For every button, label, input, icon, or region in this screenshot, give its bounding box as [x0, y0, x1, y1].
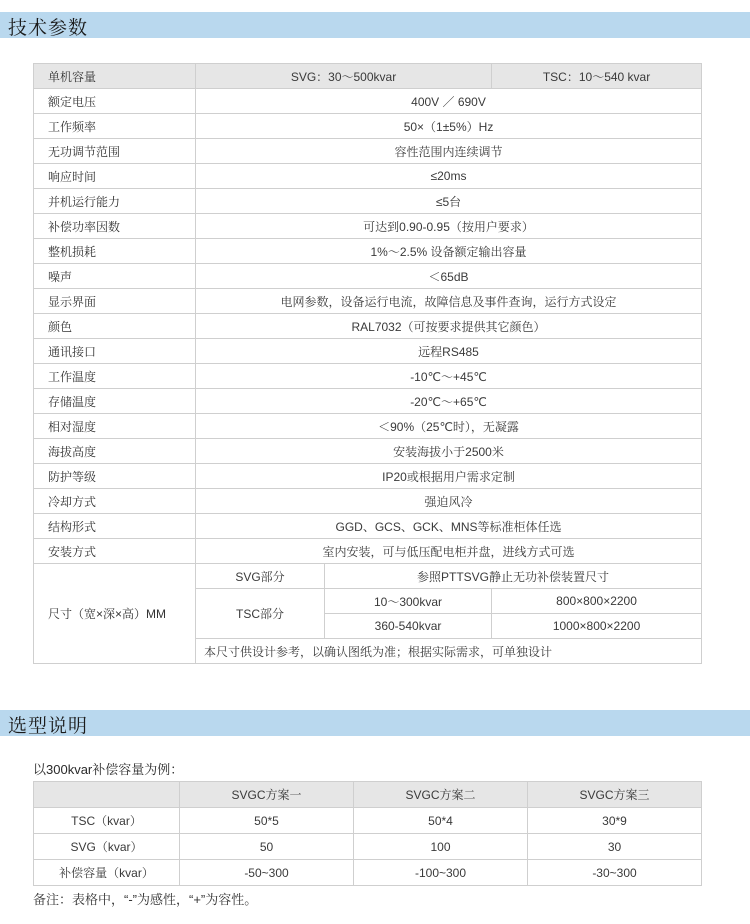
spec-value: RAL7032（可按要求提供其它颜色） [196, 314, 702, 339]
spec-value: 电网参数，设备运行电流，故障信息及事件查询，运行方式设定 [196, 289, 702, 314]
tsc-range: 10～300kvar [325, 589, 492, 614]
tsc-dims: 800×800×2200 [492, 589, 702, 614]
spec-row [34, 214, 702, 239]
tsc-part-label: TSC部分 [196, 589, 325, 639]
spec-label: 结构形式 [34, 514, 196, 539]
section-header-selection [0, 710, 750, 736]
size-svg-row [34, 564, 702, 589]
table-row [34, 834, 702, 860]
selection-header-row [34, 782, 702, 808]
spec-label: 额定电压 [34, 89, 196, 114]
table-cell: 50*4 [354, 808, 528, 834]
svg-part-value: 参照PTTSVG静止无功补偿装置尺寸 [325, 564, 702, 589]
spec-row [34, 164, 702, 189]
spec-label: 整机损耗 [34, 239, 196, 264]
section-header-tech-params [0, 12, 750, 38]
spec-label: 存储温度 [34, 389, 196, 414]
table-cell: -100~300 [354, 860, 528, 886]
header-cell: SVGC方案三 [528, 782, 702, 808]
table-cell: -30~300 [528, 860, 702, 886]
table-row [34, 808, 702, 834]
table-cell: 30 [528, 834, 702, 860]
capacity-label: 单机容量 [34, 64, 196, 89]
spec-row [34, 189, 702, 214]
spec-value: ＜65dB [196, 264, 702, 289]
spec-table [33, 63, 702, 664]
table-cell: 50*5 [180, 808, 354, 834]
spec-row [34, 139, 702, 164]
spec-value: 安装海拔小于2500米 [196, 439, 702, 464]
tsc-range: 360-540kvar [325, 614, 492, 639]
spec-value: IP20或根据用户需求定制 [196, 464, 702, 489]
spec-value: 400V ／ 690V [196, 89, 702, 114]
example-title: 以300kvar补偿容量为例： [33, 762, 184, 777]
spec-row [34, 514, 702, 539]
table-cell: 100 [354, 834, 528, 860]
spec-label: 相对湿度 [34, 414, 196, 439]
spec-value: -20℃～+65℃ [196, 389, 702, 414]
spec-value: -10℃～+45℃ [196, 364, 702, 389]
table-cell: 30*9 [528, 808, 702, 834]
spec-value: 50×（1±5%）Hz [196, 114, 702, 139]
spec-value: ≤5台 [196, 189, 702, 214]
spec-label: 噪声 [34, 264, 196, 289]
spec-header-row [34, 64, 702, 89]
row-label: TSC（kvar） [34, 808, 180, 834]
spec-label: 防护等级 [34, 464, 196, 489]
spec-row [34, 389, 702, 414]
spec-label: 颜色 [34, 314, 196, 339]
section-title: 选型说明 [8, 715, 89, 737]
spec-value: 容性范围内连续调节 [196, 139, 702, 164]
spec-row [34, 464, 702, 489]
size-note: 本尺寸供设计参考，以确认图纸为准；根据实际需求，可单独设计 [196, 639, 702, 664]
spec-row [34, 489, 702, 514]
section-title: 技术参数 [8, 17, 89, 39]
spec-label: 补偿功率因数 [34, 214, 196, 239]
spec-label: 响应时间 [34, 164, 196, 189]
spec-row [34, 264, 702, 289]
spec-label: 冷却方式 [34, 489, 196, 514]
row-label: SVG（kvar） [34, 834, 180, 860]
spec-label: 海拔高度 [34, 439, 196, 464]
spec-label: 工作温度 [34, 364, 196, 389]
spec-row [34, 364, 702, 389]
svg-part-label: SVG部分 [196, 564, 325, 589]
spec-value: GGD、GCS、GCK、MNS等标准柜体任选 [196, 514, 702, 539]
spec-row [34, 314, 702, 339]
spec-row [34, 339, 702, 364]
spec-label: 并机运行能力 [34, 189, 196, 214]
spec-value: ＜90%（25℃时），无凝露 [196, 414, 702, 439]
spec-row [34, 239, 702, 264]
spec-label: 无功调节范围 [34, 139, 196, 164]
size-label: 尺寸（宽×深×高）MM [34, 564, 196, 664]
spec-row [34, 114, 702, 139]
spec-label: 工作频率 [34, 114, 196, 139]
table-row [34, 860, 702, 886]
svg-capacity: SVG：30～500kvar [196, 64, 492, 89]
header-cell: SVGC方案一 [180, 782, 354, 808]
table-cell: 50 [180, 834, 354, 860]
tsc-capacity: TSC：10～540 kvar [492, 64, 702, 89]
spec-label: 安装方式 [34, 539, 196, 564]
spec-row [34, 89, 702, 114]
tsc-dims: 1000×800×2200 [492, 614, 702, 639]
spec-row [34, 289, 702, 314]
spec-value: 室内安装，可与低压配电柜并盘，进线方式可选 [196, 539, 702, 564]
table-cell: -50~300 [180, 860, 354, 886]
spec-row [34, 439, 702, 464]
spec-label: 通讯接口 [34, 339, 196, 364]
spec-row [34, 539, 702, 564]
spec-value: 强迫风冷 [196, 489, 702, 514]
header-cell: SVGC方案二 [354, 782, 528, 808]
row-label: 补偿容量（kvar） [34, 860, 180, 886]
selection-table [33, 781, 702, 886]
footnote: 备注：表格中，“-”为感性，“+”为容性。 [33, 892, 258, 907]
spec-row [34, 414, 702, 439]
spec-label: 显示界面 [34, 289, 196, 314]
spec-value: 1%～2.5% 设备额定输出容量 [196, 239, 702, 264]
spec-value: 远程RS485 [196, 339, 702, 364]
spec-value: ≤20ms [196, 164, 702, 189]
spec-value: 可达到0.90-0.95（按用户要求） [196, 214, 702, 239]
header-cell [34, 782, 180, 808]
